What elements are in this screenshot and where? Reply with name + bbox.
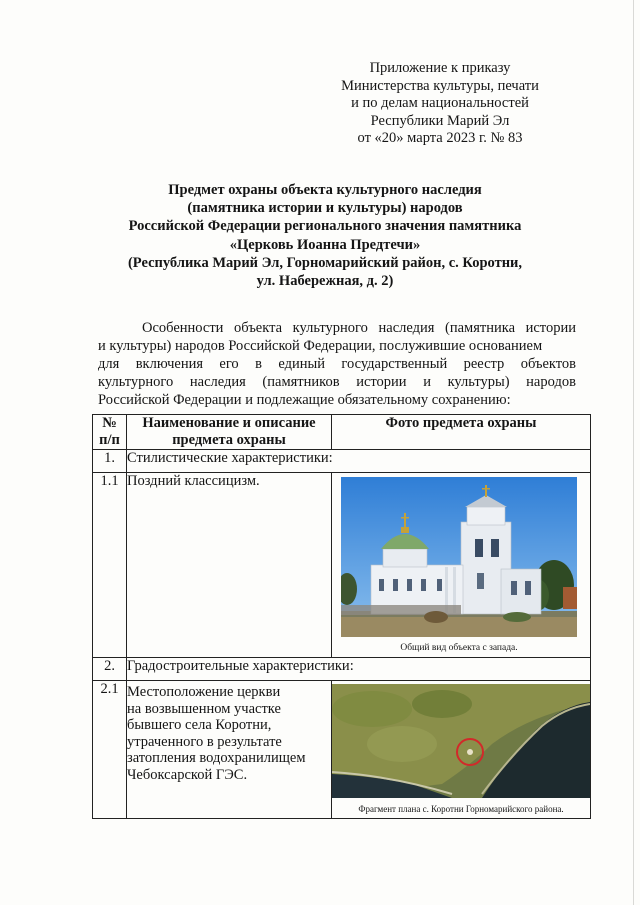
- row-name-line: бывшего села Коротни,: [127, 717, 272, 733]
- intro-word: объектов: [520, 356, 576, 372]
- intro-word: культурного: [98, 374, 174, 390]
- intro-word: объекта: [234, 320, 283, 336]
- title-line: (Республика Марий Эл, Горномарийский район, с. Коротни,: [127, 254, 523, 271]
- appendix-line: от «20» марта 2023 г. № 83: [357, 130, 523, 146]
- title-line: (памятника истории и культуры) народов: [187, 200, 463, 217]
- header-number: [93, 415, 127, 450]
- appendix-line: Приложение к приказу: [369, 60, 511, 76]
- appendix-line: Республики Марий Эл: [370, 112, 510, 129]
- page-edge: [633, 0, 634, 905]
- title-line: Российской Федерации регионального значения памятника: [128, 218, 522, 235]
- row-number: 2.1: [93, 681, 127, 819]
- appendix-line: Министерства культуры, печати: [341, 77, 539, 94]
- table-row: [93, 473, 591, 658]
- table-header-row: [93, 415, 591, 450]
- map-fragment: [332, 684, 590, 798]
- row-name-line: на возвышенном участке: [127, 700, 281, 717]
- intro-word: Особенности: [142, 320, 224, 336]
- intro-word: государственный: [341, 356, 448, 372]
- intro-word: культуры): [447, 374, 510, 390]
- section-row: [93, 450, 591, 473]
- intro-word: в: [255, 356, 262, 372]
- intro-word: реестр: [463, 356, 505, 372]
- intro-line: [98, 391, 576, 409]
- section-number: 1.: [93, 450, 127, 473]
- title-line: ул. Набережная, д. 2): [256, 273, 394, 290]
- intro-word: (памятника: [445, 320, 516, 336]
- section-number: 2.: [93, 658, 127, 681]
- intro-line: [98, 373, 576, 391]
- intro-paragraph: [98, 319, 576, 409]
- intro-word: истории: [525, 320, 576, 336]
- section-title: Градостроительные характеристики:: [127, 658, 591, 681]
- row-name: Поздний классицизм.: [127, 473, 332, 658]
- photo-cell: [332, 473, 591, 658]
- church-photo: [341, 477, 577, 637]
- row-name-line: затопления водохранилищем: [127, 750, 306, 766]
- intro-word: истории: [356, 374, 407, 390]
- row-name: [127, 681, 332, 819]
- protection-table: [92, 414, 591, 819]
- header-name: [127, 415, 332, 450]
- section-row: [93, 658, 591, 681]
- appendix-line: и по делам национальностей: [351, 95, 529, 111]
- intro-line: [98, 355, 576, 373]
- intro-word: включения: [135, 356, 204, 372]
- row-number: 1.1: [93, 473, 127, 658]
- intro-word: для: [98, 356, 120, 372]
- header-name-line1: Наименование и описание: [142, 415, 316, 431]
- intro-line: [98, 319, 576, 337]
- appendix-block: [330, 60, 550, 148]
- intro-word: единый: [278, 356, 325, 372]
- intro-word: (памятников: [262, 374, 340, 390]
- intro-word: наследия: [189, 374, 246, 390]
- intro-word: наследия: [378, 320, 435, 336]
- document-title: [100, 181, 550, 290]
- intro-word: культурного: [292, 320, 368, 336]
- title-line: Предмет охраны объекта культурного наследия: [168, 182, 482, 198]
- header-name-line2: предмета охраны: [172, 432, 286, 448]
- header-number-line2: п/п: [99, 432, 120, 448]
- table-row: [93, 681, 591, 819]
- row-name-line: Местоположение церкви: [127, 684, 281, 700]
- photo-caption: Общий вид объекта с запада.: [400, 643, 518, 653]
- header-number-line1: №: [102, 415, 117, 431]
- intro-word: Российской Федерации и подлежащие обязательному сохранению:: [98, 392, 511, 408]
- intro-word: его: [219, 356, 239, 372]
- intro-line: [98, 337, 576, 355]
- row-name-line: утраченного в результате: [127, 733, 282, 750]
- row-name-line: Чебоксарской ГЭС.: [127, 766, 248, 783]
- header-photo: Фото предмета охраны: [332, 415, 591, 450]
- title-line: «Церковь Иоанна Предтечи»: [229, 236, 421, 253]
- intro-word: народов: [526, 374, 576, 390]
- intro-word: и культуры) народов Российской Федерации, послужившие основанием: [98, 338, 543, 354]
- section-title: Стилистические характеристики:: [127, 450, 591, 473]
- intro-word: и: [423, 374, 431, 390]
- map-caption: Фрагмент плана с. Коротни Горномарийского района.: [358, 804, 564, 814]
- map-cell: [332, 681, 591, 819]
